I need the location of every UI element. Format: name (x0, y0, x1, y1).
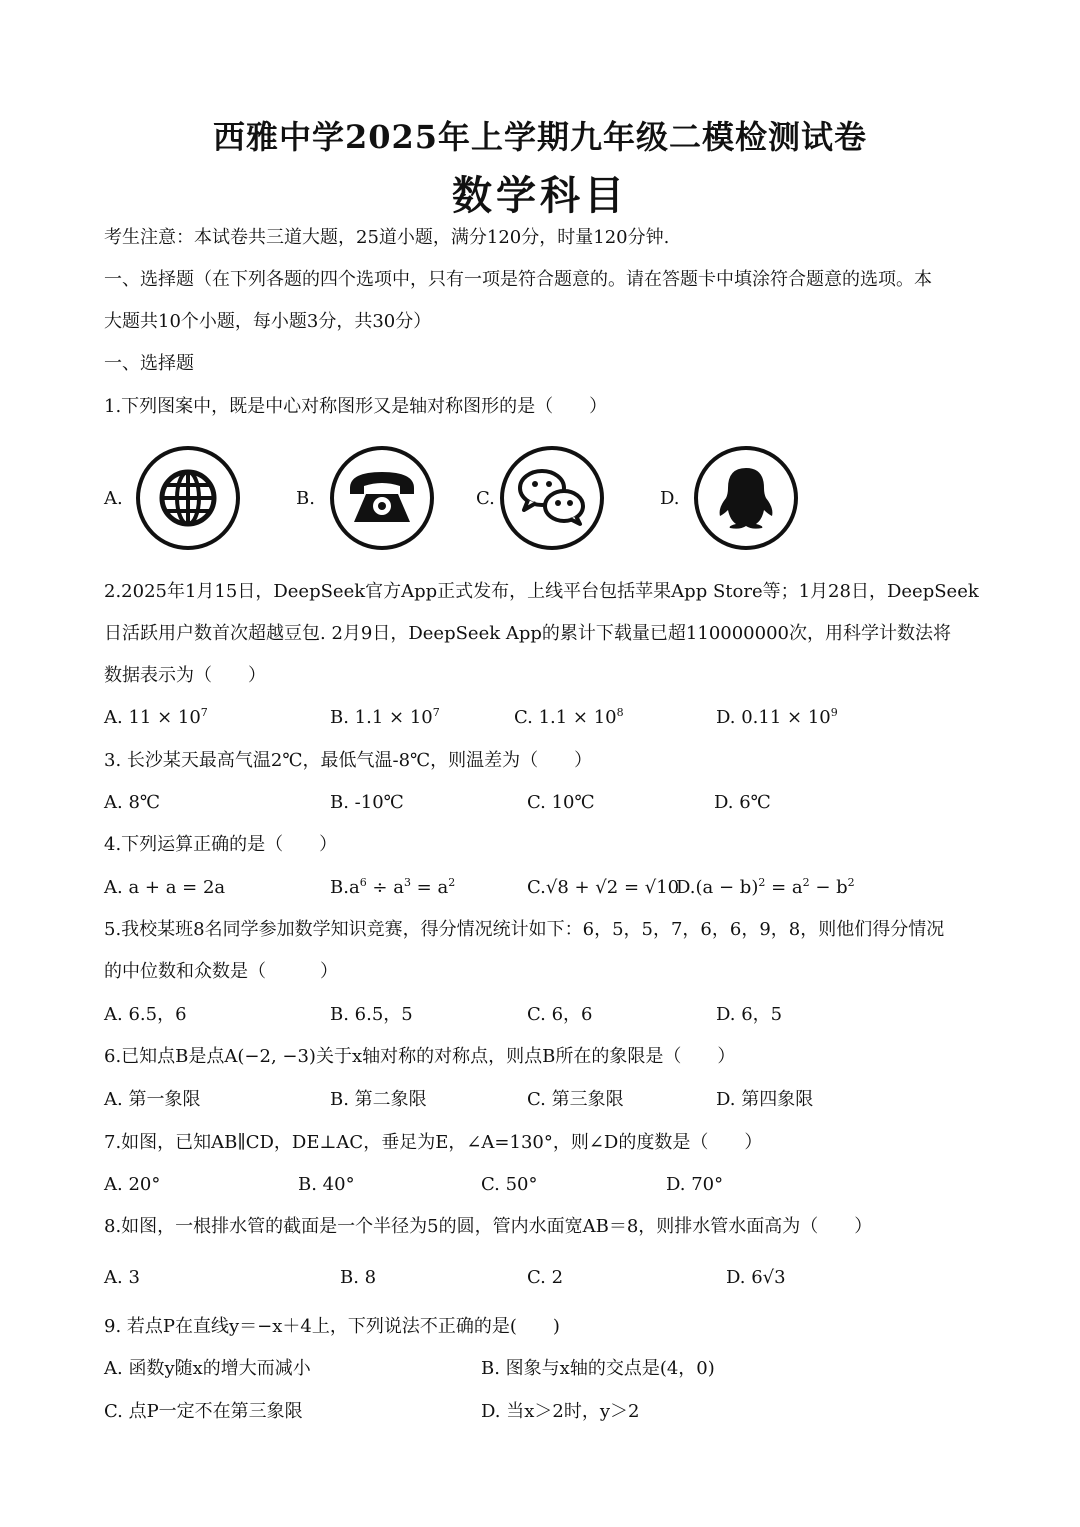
subject-title: 数学科目 (452, 172, 628, 219)
q8-option-d: D. 6√3 (726, 1267, 786, 1288)
globe-icon (134, 444, 242, 552)
exam-notice: 考生注意：本试卷共三道大题，25道小题，满分120分，时量120分钟. (104, 227, 670, 248)
q9-option-c: C. 点P一定不在第三象限 (104, 1401, 303, 1422)
q8-option-b: B. 8 (340, 1267, 377, 1288)
q1-option-b (328, 444, 436, 556)
q1-option-d-label: D. (660, 488, 680, 509)
q9-option-d: D. 当x＞2时，y＞2 (481, 1401, 640, 1422)
qq-penguin-icon (692, 444, 800, 552)
q1-stem: 1.下列图案中，既是中心对称图形又是轴对称图形的是（ ） (104, 396, 608, 417)
q5-stem-line-2: 的中位数和众数是（ ） (104, 961, 338, 982)
q7-option-d: D. 70° (666, 1174, 724, 1195)
q2-stem-line-1: 2.2025年1月15日，DeepSeek官方App正式发布，上线平台包括苹果App Store等；1月28日，DeepSeek (104, 581, 979, 602)
section-intro-line-1: 一、选择题（在下列各题的四个选项中，只有一项是符合题意的。请在答题卡中填涂符合题意的选项。本 (104, 269, 932, 290)
q1-option-c (498, 444, 606, 556)
q7-option-a: A. 20° (104, 1174, 161, 1195)
q5-option-c: C. 6，6 (527, 1004, 593, 1025)
q2-stem-line-3: 数据表示为（ ） (104, 665, 266, 686)
section-title: 一、选择题 (104, 353, 194, 374)
wechat-icon (498, 444, 606, 552)
q3-stem: 3. 长沙某天最高气温2℃，最低气温-8℃，则温差为（ ） (104, 750, 593, 771)
q8-option-a: A. 3 (104, 1267, 140, 1288)
q9-stem: 9. 若点P在直线y＝−x＋4上，下列说法不正确的是( ) (104, 1316, 560, 1337)
q3-option-b: B. -10℃ (330, 792, 404, 813)
q9-option-a: A. 函数y随x的增大而减小 (104, 1358, 311, 1379)
q2-option-c: C. $1.1 \times 10^8$ (514, 706, 624, 728)
q1-option-a (134, 444, 242, 556)
q8-stem: 8.如图，一根排水管的截面是一个半径为5的圆，管内水面宽AB＝8，则排水管水面高为（ ） (104, 1216, 873, 1237)
q5-option-d: D. 6，5 (716, 1004, 783, 1025)
q6-option-d: D. 第四象限 (716, 1089, 814, 1110)
q3-option-a: A. 8℃ (104, 792, 161, 813)
q4-option-c: C.√8 + √2 = √10 (527, 877, 680, 898)
q1-option-c-label: C. (476, 488, 495, 509)
q5-stem-line-1: 5.我校某班8名同学参加数学知识竞赛，得分情况统计如下：6，5，5，7，6，6，9，8，则他们得分情况 (104, 919, 945, 940)
q2-option-d: D. $0.11 \times 10^9$ (716, 706, 838, 728)
q5-option-b: B. 6.5，5 (330, 1004, 413, 1025)
q3-option-d: D. 6℃ (714, 792, 771, 813)
q6-option-a: A. 第一象限 (104, 1089, 201, 1110)
exam-title: 西雅中学2025年上学期九年级二模检测试卷 (212, 118, 868, 156)
q4-option-b: $B.a^6 \div a^3 = a^2$ (330, 876, 456, 898)
q7-stem: 7.如图，已知AB∥CD，DE⊥AC，垂足为E，∠A=130°，则∠D的度数是（ ） (104, 1132, 763, 1153)
q5-option-a: A. 6.5，6 (104, 1004, 187, 1025)
q6-option-b: B. 第二象限 (330, 1089, 427, 1110)
q4-stem: 4.下列运算正确的是（ ） (104, 834, 338, 855)
q1-option-d (692, 444, 800, 556)
q6-stem: 6.已知点B是点A(−2, −3)关于x轴对称的对称点，则点B所在的象限是（ ） (104, 1046, 736, 1067)
q4-option-d: $D.(a - b)^2 = a^2 - b^2$ (676, 876, 855, 898)
q2-option-a: A. $11 \times 10^7$ (104, 706, 208, 728)
q7-option-b: B. 40° (298, 1174, 355, 1195)
q2-option-b: B. $1.1 \times 10^7$ (330, 706, 440, 728)
q1-option-a-label: A. (104, 488, 123, 509)
q8-option-c: C. 2 (527, 1267, 564, 1288)
q4-option-a: A. a + a = 2a (104, 877, 226, 898)
telephone-icon (328, 444, 436, 552)
q3-option-c: C. 10℃ (527, 792, 595, 813)
q1-option-b-label: B. (296, 488, 315, 509)
q7-option-c: C. 50° (481, 1174, 538, 1195)
q9-option-b: B. 图象与x轴的交点是(4，0) (481, 1358, 715, 1379)
q6-option-c: C. 第三象限 (527, 1089, 624, 1110)
q2-stem-line-2: 日活跃用户数首次超越豆包. 2月9日，DeepSeek App的累计下载量已超110000000次，用科学计数法将 (104, 623, 951, 644)
section-intro-line-2: 大题共10个小题，每小题3分，共30分） (104, 311, 432, 332)
